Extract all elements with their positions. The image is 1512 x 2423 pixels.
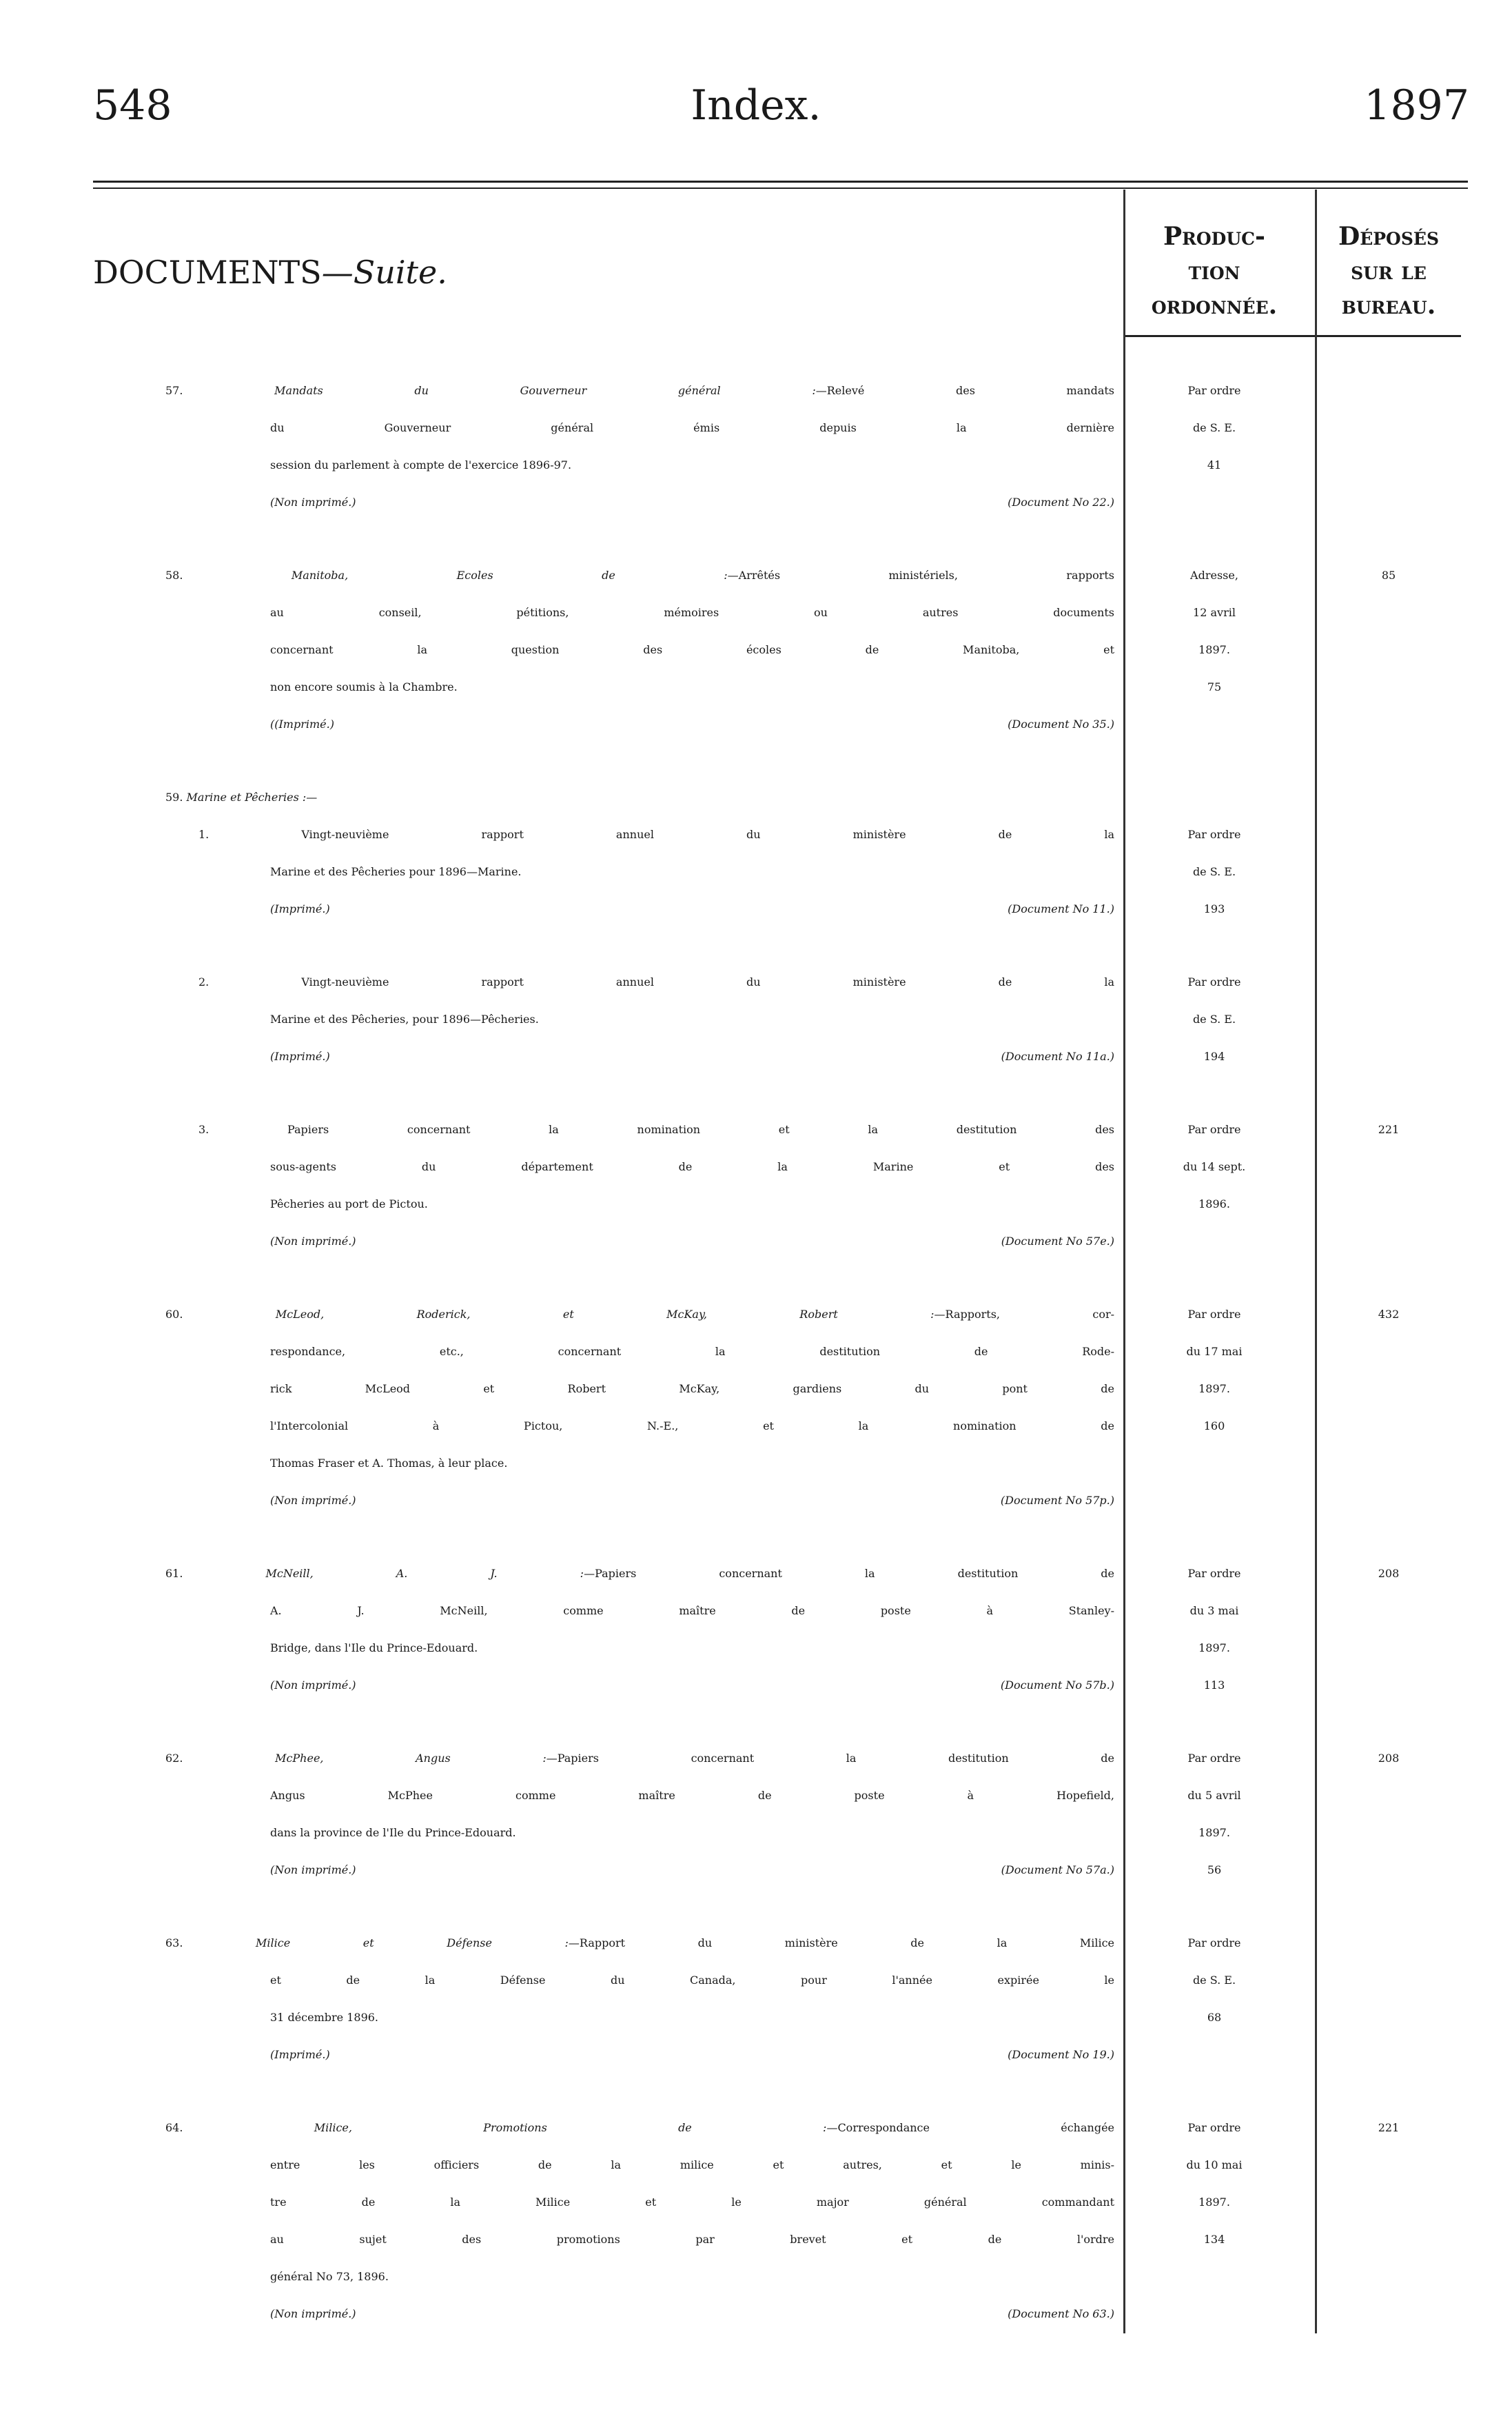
sub-entry-text: Vingt-neuvième rapport annuel du ministère de la: [301, 975, 1115, 989]
order-line: 160: [1203, 1419, 1225, 1432]
entry-first-line: [165, 1296, 1114, 1333]
order-line: 113: [1203, 1679, 1225, 1692]
document-number: (Document No 63.): [1008, 2307, 1114, 2320]
print-status: ((Imprimé.): [270, 718, 334, 731]
column-header-line: ordonnée.: [1151, 291, 1278, 320]
entry-text-line: sous-agents du département de la Marine et des: [270, 1160, 1114, 1173]
order-line: Adresse,: [1190, 569, 1238, 582]
entry-text-line: Angus McPhee comme maître de poste à Hopefield,: [270, 1789, 1114, 1802]
document-reference: [270, 1038, 1114, 1075]
deposit-number: 221: [1378, 2121, 1400, 2134]
entry-heading-text: —Rapports, cor-: [934, 1308, 1115, 1321]
entry-first-line: [165, 1555, 1114, 1592]
order-line: 41: [1207, 458, 1222, 472]
section-title: DOCUMENTS: [93, 254, 322, 291]
entry-number: 59.: [165, 791, 183, 804]
document-number: (Document No 57a.): [1001, 1863, 1114, 1876]
order-line: Par ordre: [1187, 1567, 1241, 1580]
order-line: 1896.: [1198, 1197, 1230, 1210]
column-header-line: Produc-: [1163, 222, 1265, 251]
entry-number: 58.: [165, 569, 183, 582]
document-reference: [270, 1482, 1114, 1519]
order-line: Par ordre: [1187, 1308, 1241, 1321]
document-number: (Document No 57p.): [1000, 1494, 1114, 1507]
entry-number: 64.: [165, 2121, 183, 2134]
document-number: (Document No 11.): [1008, 902, 1114, 915]
order-line: Par ordre: [1187, 2121, 1241, 2134]
entry-heading-text: —Arrêtés ministériels, rapports: [727, 569, 1114, 582]
top-rule: [93, 181, 1468, 183]
entry-first-line: [165, 372, 1114, 409]
order-line: 68: [1207, 2011, 1222, 2024]
document-reference: [270, 1667, 1114, 1704]
order-line: du 14 sept.: [1183, 1160, 1246, 1173]
entry-heading: [165, 779, 1114, 816]
entry-text-line: Marine et des Pêcheries, pour 1896—Pêcheries.: [270, 1013, 539, 1026]
deposit-number: 221: [1378, 1123, 1400, 1136]
order-line: 1897.: [1198, 2196, 1230, 2209]
entry-text-line: au conseil, pétitions, mémoires ou autres documents: [270, 606, 1114, 619]
order-line: 12 avril: [1193, 606, 1236, 619]
entry-number: 57.: [165, 384, 183, 397]
order-line: 1897.: [1198, 1641, 1230, 1654]
order-line: 193: [1203, 902, 1225, 915]
order-line: de S. E.: [1192, 421, 1236, 434]
column-divider-2: [1315, 190, 1317, 2333]
deposit-number: 208: [1378, 1752, 1400, 1765]
document-reference: [270, 1223, 1114, 1260]
print-status: (Non imprimé.): [270, 1494, 356, 1507]
entry-heading-text: —: [306, 791, 318, 804]
order-line: 134: [1203, 2233, 1225, 2246]
column-header-deposes: [1316, 219, 1461, 323]
entry-text-line: du Gouverneur général émis depuis la dernière: [270, 421, 1114, 434]
print-status: (Non imprimé.): [270, 496, 356, 509]
column-header-line: Déposés: [1338, 222, 1439, 251]
document-number: (Document No 35.): [1008, 718, 1114, 731]
order-line: 75: [1207, 680, 1222, 693]
entry-text-line: tre de la Milice et le major général commandant: [270, 2196, 1114, 2209]
column-header-line: tion: [1188, 256, 1240, 285]
document-reference: [270, 706, 1114, 743]
entry-heading-text: —Papiers concernant la destitution de: [584, 1567, 1114, 1580]
document-reference: [270, 891, 1114, 928]
entry-keyword: McLeod, Roderick, et McKay, Robert :: [275, 1308, 934, 1321]
order-line: 1897.: [1198, 1826, 1230, 1839]
deposit-number: 85: [1381, 569, 1396, 582]
order-line: Par ordre: [1187, 828, 1241, 841]
sub-entry-number: 1.: [198, 828, 210, 841]
order-line: de S. E.: [1192, 1013, 1236, 1026]
entry-text-line: général No 73, 1896.: [270, 2270, 389, 2283]
print-status: (Non imprimé.): [270, 1863, 356, 1876]
entry-keyword: Mandats du Gouverneur général :: [274, 384, 816, 397]
entry-number: 62.: [165, 1752, 183, 1765]
order-line: Par ordre: [1187, 975, 1241, 989]
order-line: Par ordre: [1187, 1123, 1241, 1136]
entry-text-line: non encore soumis à la Chambre.: [270, 680, 458, 693]
order-line: Par ordre: [1187, 384, 1241, 397]
entry-heading-text: —Papiers concernant la destitution de: [546, 1752, 1114, 1765]
sub-entry-first-line: [198, 816, 1114, 853]
sub-entry-text: Papiers concernant la nomination et la destitution des: [287, 1123, 1114, 1136]
order-line: du 3 mai: [1189, 1604, 1239, 1617]
order-line: de S. E.: [1192, 865, 1236, 878]
print-status: (Imprimé.): [270, 2048, 330, 2061]
order-line: 194: [1203, 1050, 1225, 1063]
document-number: (Document No 57e.): [1001, 1235, 1114, 1248]
document-reference: [270, 1852, 1114, 1889]
print-status: (Non imprimé.): [270, 1679, 356, 1692]
entry-first-line: [165, 557, 1114, 594]
order-line: du 10 mai: [1186, 2158, 1243, 2171]
entry-number: 60.: [165, 1308, 183, 1321]
print-status: (Imprimé.): [270, 902, 330, 915]
order-line: Par ordre: [1187, 1752, 1241, 1765]
deposit-number: 208: [1378, 1567, 1400, 1580]
print-status: (Imprimé.): [270, 1050, 330, 1063]
entry-keyword: Marine et Pêcheries :: [186, 791, 307, 804]
entry-text-line: rick McLeod et Robert McKay, gardiens du pont de: [270, 1382, 1114, 1395]
entry-first-line: [165, 1740, 1114, 1777]
entry-text-line: l'Intercolonial à Pictou, N.-E., et la nomination de: [270, 1419, 1114, 1432]
document-reference: [270, 2295, 1114, 2333]
order-line: 56: [1207, 1863, 1222, 1876]
column-header-line: sur le: [1351, 256, 1427, 285]
entry-heading-text: —Relevé des mandats: [815, 384, 1114, 397]
entry-keyword: McNeill, A. J. :: [265, 1567, 584, 1580]
top-rule-secondary: [93, 187, 1468, 189]
document-number: (Document No 19.): [1008, 2048, 1114, 2061]
entry-text-line: entre les officiers de la milice et autres, et le minis-: [270, 2158, 1114, 2171]
section-heading: [93, 254, 447, 291]
document-number: (Document No 57b.): [1000, 1679, 1114, 1692]
page-number: 548: [93, 81, 172, 130]
sub-entry-text: Vingt-neuvième rapport annuel du ministère de la: [301, 828, 1115, 841]
entry-keyword: Milice et Défense :: [256, 1936, 569, 1949]
entry-text-line: session du parlement à compte de l'exercice 1896-97.: [270, 458, 572, 472]
sub-entry-number: 3.: [198, 1123, 210, 1136]
document-number: (Document No 22.): [1008, 496, 1114, 509]
section-suffix: —Suite.: [321, 254, 447, 291]
entry-text-line: Bridge, dans l'Ile du Prince-Edouard.: [270, 1641, 478, 1654]
sub-entry-number: 2.: [198, 975, 210, 989]
entry-keyword: Manitoba, Ecoles de :: [291, 569, 728, 582]
order-line: 1897.: [1198, 1382, 1230, 1395]
column-header-rule: [1125, 335, 1461, 337]
page-title: Index.: [691, 81, 821, 130]
entry-text-line: respondance, etc., concernant la destitution de Rode-: [270, 1345, 1114, 1358]
entry-text-line: 31 décembre 1896.: [270, 2011, 379, 2024]
entry-first-line: [165, 2109, 1114, 2147]
order-line: Par ordre: [1187, 1936, 1241, 1949]
entry-keyword: Milice, Promotions de :: [314, 2121, 827, 2134]
sub-entry-first-line: [198, 1111, 1114, 1148]
entry-heading-text: —Rapport du ministère de la Milice: [568, 1936, 1114, 1949]
entry-number: 63.: [165, 1936, 183, 1949]
entry-heading-text: —Correspondance échangée: [826, 2121, 1115, 2134]
order-line: du 5 avril: [1187, 1789, 1241, 1802]
entry-text-line: Thomas Fraser et A. Thomas, à leur place.: [270, 1457, 508, 1470]
deposit-number: 432: [1378, 1308, 1400, 1321]
sub-entry-first-line: [198, 964, 1114, 1001]
entry-text-line: concernant la question des écoles de Manitoba, et: [270, 643, 1114, 656]
print-status: (Non imprimé.): [270, 1235, 356, 1248]
order-line: du 17 mai: [1186, 1345, 1243, 1358]
order-line: de S. E.: [1192, 1974, 1236, 1987]
document-reference: [270, 484, 1114, 521]
document-number: (Document No 11a.): [1001, 1050, 1114, 1063]
entry-text-line: Marine et des Pêcheries pour 1896—Marine.: [270, 865, 522, 878]
document-reference: [270, 2036, 1114, 2074]
order-line: 1897.: [1198, 643, 1230, 656]
entry-text-line: Pêcheries au port de Pictou.: [270, 1197, 428, 1210]
page-year: 1897: [1364, 81, 1469, 130]
entry-text-line: au sujet des promotions par brevet et de l'ordre: [270, 2233, 1114, 2246]
entry-first-line: [165, 1925, 1114, 1962]
entry-text-line: A. J. McNeill, comme maître de poste à Stanley-: [270, 1604, 1114, 1617]
entry-text-line: dans la province de l'Ile du Prince-Edouard.: [270, 1826, 516, 1839]
print-status: (Non imprimé.): [270, 2307, 356, 2320]
entry-number: 61.: [165, 1567, 183, 1580]
column-header-production: [1125, 219, 1304, 323]
column-header-line: bureau.: [1341, 291, 1436, 320]
entry-keyword: McPhee, Angus :: [275, 1752, 546, 1765]
entry-text-line: et de la Défense du Canada, pour l'année expirée le: [270, 1974, 1114, 1987]
